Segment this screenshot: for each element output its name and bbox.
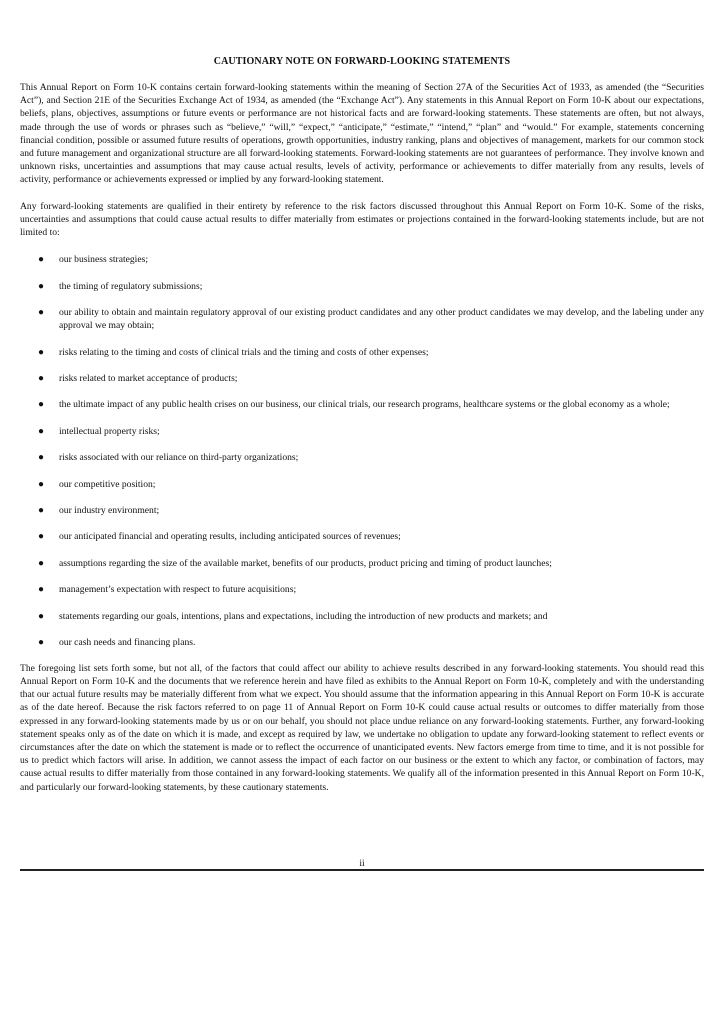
list-item-text: our ability to obtain and maintain regulatory approval of our existing product candidates and any other product candidates we may develop, and the labeling under any approval we may obtain; bbox=[59, 307, 704, 332]
list-item-text: our cash needs and financing plans. bbox=[59, 636, 196, 648]
bullet-icon: ● bbox=[38, 504, 45, 516]
list-item bbox=[20, 583, 704, 596]
list-item bbox=[20, 398, 704, 411]
list-item bbox=[20, 504, 704, 517]
list-item bbox=[20, 425, 704, 438]
bullet-icon: ● bbox=[38, 584, 45, 596]
closing-paragraph: The foregoing list sets forth some, but not all, of the factors that could affect our ability to achieve results described in any forward-looking statements. You should read this Annual Report on Form 10-K and the documents that we reference herein and have filed as exhibits to the Annual Report on Form 10-K, completely and with the understanding that our actual future results may be materially different from what we expect. You should assume that the information appearing in this Annual Report on Form 10-K is accurate as of the date hereof. Because the risk factors referred to on page 11 of Annual Report on Form 10-K could cause actual results or outcomes to differ materially from those expressed in any forward-looking statements made by us or on our behalf, you should not place undue reliance on any forward-looking statements. Further, any forward-looking statement speaks only as of the date on which it is made, and except as required by law, we undertake no obligation to update any forward-looking statement to reflect events or circumstances after the date on which the statement is made or to reflect the occurrence of unanticipated events. New factors emerge from time to time, and it is not possible for us to predict which factors will arise. In addition, we cannot assess the impact of each factor on our business or the extent to which any factor, or combination of factors, may cause actual results to differ materially from those contained in any forward-looking statements. We qualify all of the information presented in this Annual Report on Form 10-K, and particularly our forward-looking statements, by these cautionary statements. bbox=[20, 662, 704, 793]
bullet-icon: ● bbox=[38, 254, 45, 266]
bullet-icon: ● bbox=[38, 452, 45, 464]
list-item-text: management’s expectation with respect to future acquisitions; bbox=[59, 584, 297, 596]
list-item bbox=[20, 478, 704, 491]
risk-factor-list bbox=[20, 253, 704, 649]
list-item bbox=[20, 253, 704, 266]
list-item-text: our competitive position; bbox=[59, 478, 156, 490]
list-item-text: our anticipated financial and operating results, including anticipated sources of revenues; bbox=[59, 531, 401, 543]
list-item-text: risks related to market acceptance of products; bbox=[59, 373, 238, 384]
list-item bbox=[20, 372, 704, 385]
bullet-icon: ● bbox=[38, 280, 45, 292]
intro-paragraph: This Annual Report on Form 10-K contains certain forward-looking statements within the meaning of Section 27A of the Securities Act of 1933, as amended (the “Securities Act”), and Section 21E of the Securities Exchange Act of 1934, as amended (the “Exchange Act”). Any statements in this Annual Report on Form 10-K about our expectations, beliefs, plans, objectives, assumptions or future events or performance are not historical facts and are forward-looking statements. These statements are often, but not always, made through the use of words or phrases such as “believe,” “will,” “expect,” “anticipate,” “estimate,” “intend,” “plan” and “would.” For example, statements concerning financial condition, possible or assumed future results of operations, growth opportunities, industry ranking, plans and objectives of management, markets for our common stock and future management and organizational structure are all forward-looking statements. Forward-looking statements are not guarantees of performance. They involve known and unknown risks, uncertainties and assumptions that may cause actual results, levels of activity, performance or achievements to differ materially from any results, levels of activity, performance or achievements expressed or implied by any forward-looking statement. bbox=[20, 82, 704, 186]
bullet-icon: ● bbox=[38, 636, 45, 648]
list-item-text: risks relating to the timing and costs of clinical trials and the timing and costs of other expenses; bbox=[59, 346, 429, 358]
list-item-text: our business strategies; bbox=[59, 254, 148, 266]
list-item-text: statements regarding our goals, intentions, plans and expectations, including the introduction of new products and markets; and bbox=[59, 610, 548, 622]
bullet-icon: ● bbox=[38, 557, 45, 569]
bullet-icon: ● bbox=[38, 399, 45, 411]
bullet-icon: ● bbox=[38, 307, 45, 319]
bullet-icon: ● bbox=[38, 425, 45, 437]
list-item bbox=[20, 557, 704, 570]
list-item bbox=[20, 280, 704, 293]
list-item bbox=[20, 610, 704, 623]
bullet-icon: ● bbox=[38, 531, 45, 543]
list-item bbox=[20, 636, 704, 649]
bullet-icon: ● bbox=[38, 373, 45, 384]
list-item-text: the timing of regulatory submissions; bbox=[59, 280, 203, 292]
list-item bbox=[20, 346, 704, 359]
list-item bbox=[20, 306, 704, 332]
list-item-text: intellectual property risks; bbox=[59, 425, 160, 437]
document-page bbox=[20, 55, 704, 794]
footer-divider bbox=[20, 869, 704, 871]
bullet-icon: ● bbox=[38, 346, 45, 358]
bullet-icon: ● bbox=[38, 610, 45, 622]
list-item-text: the ultimate impact of any public health crises on our business, our clinical trials, our research programs, healthcare systems or the global economy as a whole; bbox=[59, 399, 670, 411]
bullet-icon: ● bbox=[38, 478, 45, 490]
list-item-text: assumptions regarding the size of the available market, benefits of our products, product pricing and timing of product launches; bbox=[59, 557, 552, 569]
list-item-text: risks associated with our reliance on third-party organizations; bbox=[59, 452, 299, 464]
list-item bbox=[20, 530, 704, 543]
risk-intro-paragraph: Any forward-looking statements are qualified in their entirety by reference to the risk factors discussed throughout this Annual Report on Form 10-K. Some of the risks, uncertainties and assumptions that could cause actual results to differ materially from estimates or projections contained in the forward-looking statements include, but are not limited to: bbox=[20, 200, 704, 239]
page-number: ii bbox=[359, 858, 365, 869]
page-title: CAUTIONARY NOTE ON FORWARD-LOOKING STATEMENTS bbox=[213, 56, 511, 67]
list-item bbox=[20, 451, 704, 464]
list-item-text: our industry environment; bbox=[59, 504, 160, 516]
